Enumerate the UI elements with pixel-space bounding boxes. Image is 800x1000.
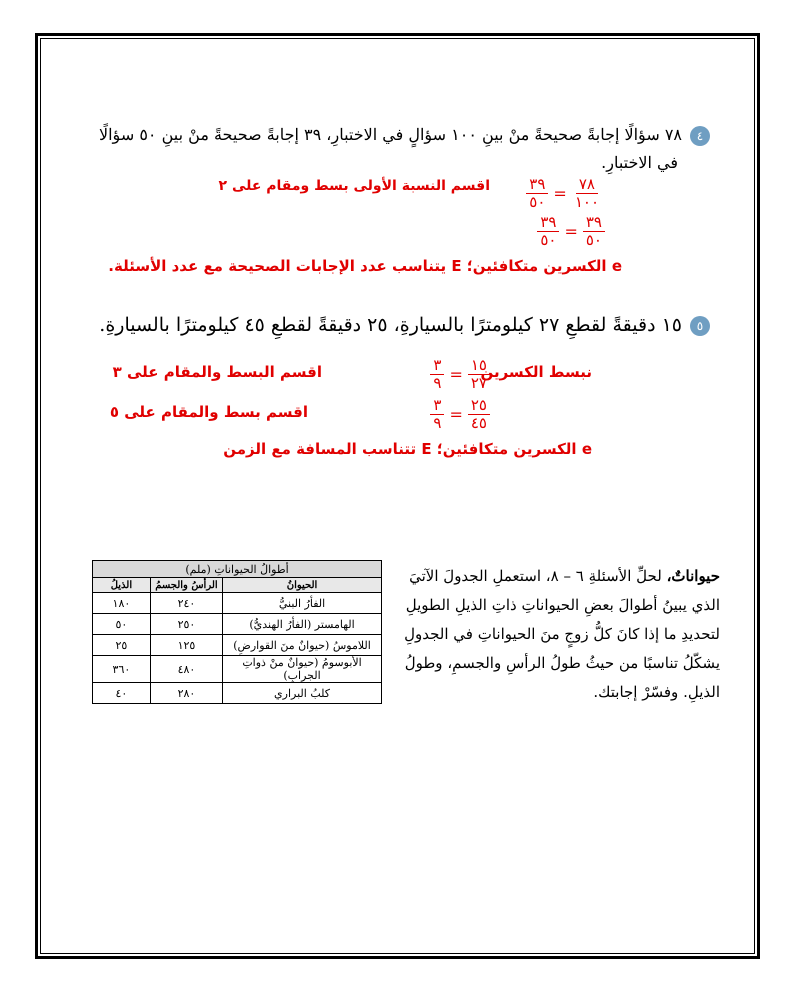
- q5-step2-label: اقسم بسط والمقام على ٥: [109, 403, 308, 421]
- table-cell: ٤٠: [93, 683, 151, 704]
- question-4-text-line1: ٧٨ سؤالًا إجابةً صحيحةً منْ بينِ ١٠٠ سؤالٍ في الاختبارِ، ٣٩ إجابةً صحيحةً منْ بينِ ٥٠ سؤالًا: [98, 125, 682, 144]
- table-cell: ٥٠: [93, 614, 151, 635]
- table-cell: ٢٤٠: [150, 593, 222, 614]
- table-cell: ١٢٥: [150, 635, 222, 656]
- question-5: [70, 310, 710, 340]
- q4-step1-label: اقسم النسبة الأولى بسط ومقام على ٢: [218, 178, 490, 194]
- table-cell: كلبُ البراري: [223, 683, 382, 704]
- table-cell: ٢٥٠: [150, 614, 222, 635]
- table-row: [93, 656, 382, 683]
- fraction: $\frac{٣٩}{٥٠}$: [537, 214, 559, 249]
- column-header: الرأسُ والجسمُ: [150, 578, 222, 593]
- fraction: $\frac{١٥}{٢٧}$: [468, 357, 490, 392]
- animal-lengths-table: [92, 560, 382, 704]
- table-intro-paragraph: [395, 562, 720, 707]
- fraction: $\frac{٣}{٩}$: [430, 357, 444, 392]
- table-row: [93, 635, 382, 656]
- fraction: $\frac{٣٩}{٥٠}$: [583, 214, 605, 249]
- equals-sign: =: [553, 184, 567, 203]
- table-cell: الفأرُ البنيُّ: [223, 593, 382, 614]
- q4-equation-1: [526, 176, 602, 211]
- equals-sign: =: [449, 365, 463, 384]
- q5-simplify-label: نبسط الكسرين: [480, 363, 592, 381]
- fraction: $\frac{٢٥}{٤٥}$: [468, 397, 490, 432]
- equals-sign: =: [449, 405, 463, 424]
- table-caption: أطوالُ الحيواناتِ (ملم): [93, 561, 382, 578]
- question-4-text-line2: في الاختبارِ.: [601, 153, 678, 172]
- fraction: $\frac{٧٨}{١٠٠}$: [574, 175, 599, 211]
- table-row: [93, 614, 382, 635]
- table-cell: ١٨٠: [93, 593, 151, 614]
- table-cell: ٤٨٠: [150, 656, 222, 683]
- question-5-text: ١٥ دقيقةً لقطعِ ٢٧ كيلومترًا بالسيارةِ، ٢٥ دقيقةً لقطعِ ٤٥ كيلومترًا بالسيارةِ.: [99, 314, 682, 336]
- column-header: الذيلُ: [93, 578, 151, 593]
- fraction: $\frac{٣٩}{٥٠}$: [526, 176, 548, 211]
- intro-text: لحلِّ الأسئلةِ ٦ – ٨، استعملِ الجدولَ الآتيَ الذي يبينُ أطوالَ بعضِ الحيواناتِ ذاتِ الذيلِ الطويلِ لتحديدِ ما إذا كانَ كلُّ زوجٍ منَ الحيواناتِ في الجدولِ يشكّلُ تناسبًا من حيثُ طولُ الرأسِ والجسمِ، وطولُ الذيلِ. وفسّرْ إجابتك.: [404, 567, 720, 701]
- column-header: الحيوانُ: [223, 578, 382, 593]
- table-cell: الهامستر (الفأرُ الهنديُّ): [223, 614, 382, 635]
- q5-equation-1: [430, 357, 490, 392]
- q4-conclusion: e الكسرين متكافئين؛ E يتناسب عدد الإجابات الصحيحة مع عدد الأسئلة.: [108, 257, 622, 275]
- intro-bold-word: حيواناتٌ،: [666, 567, 720, 585]
- q5-step1-label: اقسم البسط والمقام على ٣: [112, 363, 322, 381]
- equals-sign: =: [564, 222, 578, 241]
- table-cell: اللاموسُ (حيوانٌ منَ القوارضِ): [223, 635, 382, 656]
- table-cell: ٣٦٠: [93, 656, 151, 683]
- fraction: $\frac{٣}{٩}$: [430, 397, 444, 432]
- table-cell: ٢٨٠: [150, 683, 222, 704]
- table-cell: الأبوسومُ (حيوانٌ منْ ذواتِ الجرابِ): [223, 656, 382, 683]
- question-4: [70, 120, 710, 150]
- table-row: [93, 593, 382, 614]
- table-row: [93, 683, 382, 704]
- question-number-badge: ٤: [690, 126, 710, 146]
- question-number-badge: ٥: [690, 316, 710, 336]
- q5-conclusion: e الكسرين متكافئين؛ E تتناسب المسافة مع الزمن: [223, 440, 592, 458]
- q4-equation-2: [537, 214, 605, 249]
- q5-equation-2: [430, 397, 490, 432]
- table-cell: ٢٥: [93, 635, 151, 656]
